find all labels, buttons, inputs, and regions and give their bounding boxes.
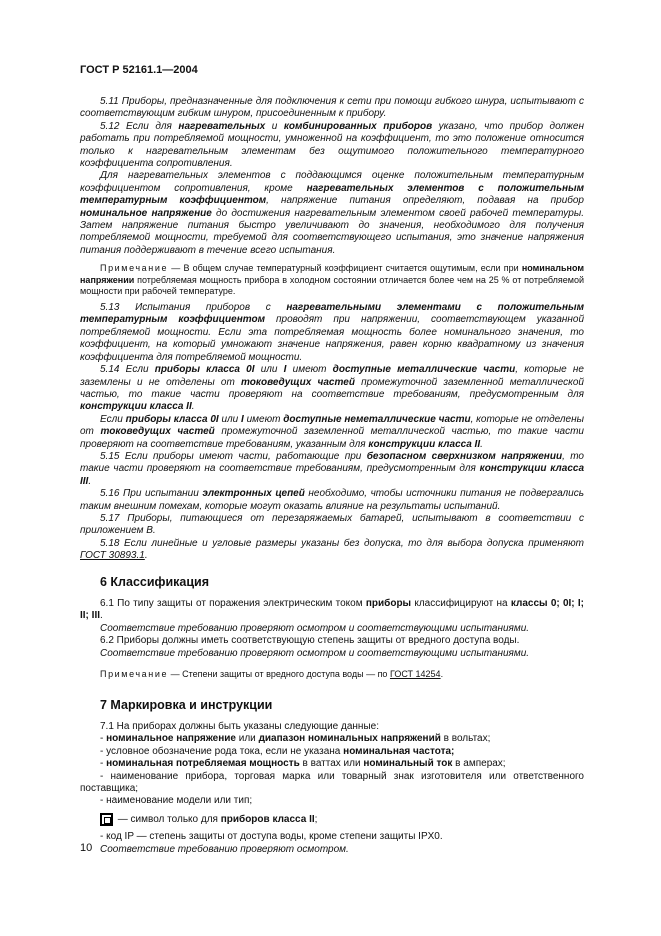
paragraph-6-1-verify: Соответствие требованию проверяют осмотром и соответствующими испытаниями. <box>100 622 530 634</box>
reference-gost-30893-1[interactable]: ГОСТ 30893.1 <box>80 550 145 562</box>
list-item: - номинальная потребляемая мощность в ваттах или номинальный ток в амперах; <box>100 758 506 770</box>
list-item: - код IP — степень защиты от доступа воды, кроме степени защиты IPX0. <box>100 831 443 843</box>
paragraph-5-18: 5.18 Если линейные и угловые размеры указаны без допуска, то для выбора допуска применяют ГОСТ 30893.1. <box>80 537 584 562</box>
paragraph-5-14: 5.14 Если приборы класса 0I или I имеют доступные металлические части, которые не заземлены и не отделены от токоведущих частей промежуточной заземленной металлической частью, то такие части проверяют на соответствие требованиям, предусмотренным для конструкции класса II. <box>80 364 584 413</box>
paragraph-7-1-verify: Соответствие требованию проверяют осмотром. <box>100 843 349 855</box>
paragraph-5-12-cont: Для нагревательных элементов с поддающимся оценке положительным температурным коэффициентом сопротивления, кроме нагревательных элементов с положительным температурным коэффициентом, напряжение питания определяют, подавая на прибор номинальное напряжение до достижения нагревательным элементом своей рабочей температуры. Затем напряжение питания быстро увеличивают до значения, необходимого для получения потребляемой мощности, требуемой для соответствующего испытания, это значение напряжения питания поддерживают в течение всего испытания. <box>80 170 584 256</box>
paragraph-7-1: 7.1 На приборах должны быть указаны следующие данные: <box>100 721 379 733</box>
reference-gost-14254[interactable]: ГОСТ 14254 <box>389 669 441 680</box>
list-item: - наименование модели или тип; <box>100 795 253 807</box>
paragraph-5-11: 5.11 Приборы, предназначенные для подключения к сети при помощи гибкого шнура, испытывают с соответствующим гибким шнуром, присоединенным к прибору. <box>80 96 584 120</box>
list-item-class-ii-symbol: — символ только для приборов класса II; <box>80 813 584 826</box>
page-number: 10 <box>80 842 93 854</box>
class-ii-double-square-icon <box>100 813 113 826</box>
paragraph-5-13: 5.13 Испытания приборов с нагревательными элементами с положительным температурным коэффициентом проводят при напряжении, соответствующем указанной потребляемой мощности. Если эта потребляемая мощность более номинального значения, то коэффициент, на который умножают значение напряжения, равен корню квадратному из значения коэффициента для потребляемой мощности. <box>80 302 585 363</box>
section-6-title: 6 Классификация <box>100 574 210 589</box>
note-water-protection: Примечание — Степени защиты от вредного доступа воды — по ГОСТ 14254. <box>100 669 444 680</box>
list-item: - наименование прибора, торговая марка или товарный знак изготовителя или ответственного поставщика; <box>80 770 584 795</box>
paragraph-5-17: 5.17 Приборы, питающиеся от перезаряжаемых батарей, испытывают в соответствии с приложением В. <box>80 512 584 537</box>
paragraph-5-16: 5.16 При испытании электронных цепей необходимо, чтобы источники питания не подвергались таким внешним помехам, которые могут оказать влияние на результаты испытаний. <box>80 488 584 512</box>
paragraph-6-1: 6.1 По типу защиты от поражения электрическим током приборы классифицируют на классы 0; 0I; I; II; III. <box>80 598 584 622</box>
section-7-title: 7 Маркировка и инструкции <box>100 697 273 712</box>
paragraph-5-12: 5.12 Если для нагревательных и комбинированных приборов указано, что прибор должен работать при потребляемой мощности, умноженной на коэффициент, то это положение относится только к нагревательным элементам без ощутимого положительного температурного коэффициента сопротивления. <box>80 120 584 170</box>
paragraph-6-2-verify: Соответствие требованию проверяют осмотром и соответствующими испытаниями. <box>100 647 530 659</box>
page-body <box>80 96 584 856</box>
paragraph-5-14-cont: Если приборы класса 0I или I имеют доступные неметаллические части, которые не отделены от токоведущих частей промежуточной заземленной металлической частью, то такие части проверяют на соответствие требованиям, указанным для конструкции класса II. <box>80 413 584 450</box>
document-header: ГОСТ Р 52161.1—2004 <box>80 64 198 76</box>
paragraph-5-15: 5.15 Если приборы имеют части, работающие при безопасном сверхнизком напряжении, то такие части проверяют на соответствие требованиям, предусмотренным для конструкции класса III. <box>80 450 585 487</box>
paragraph-6-2: 6.2 Приборы должны иметь соответствующую степень защиты от вредного доступа воды. <box>100 635 520 647</box>
note-temperature-coefficient: Примечание — В общем случае температурный коэффициент считается ощутимым, если при номинальном напряжении потребляемая мощность прибора в холодном состоянии отличается более чем на 25 % от потребляемой мощности при рабочей температуре. <box>80 263 584 297</box>
list-item: - номинальное напряжение или диапазон номинальных напряжений в вольтах; <box>100 733 491 745</box>
list-item: - условное обозначение рода тока, если не указана номинальная частота; <box>100 745 455 757</box>
